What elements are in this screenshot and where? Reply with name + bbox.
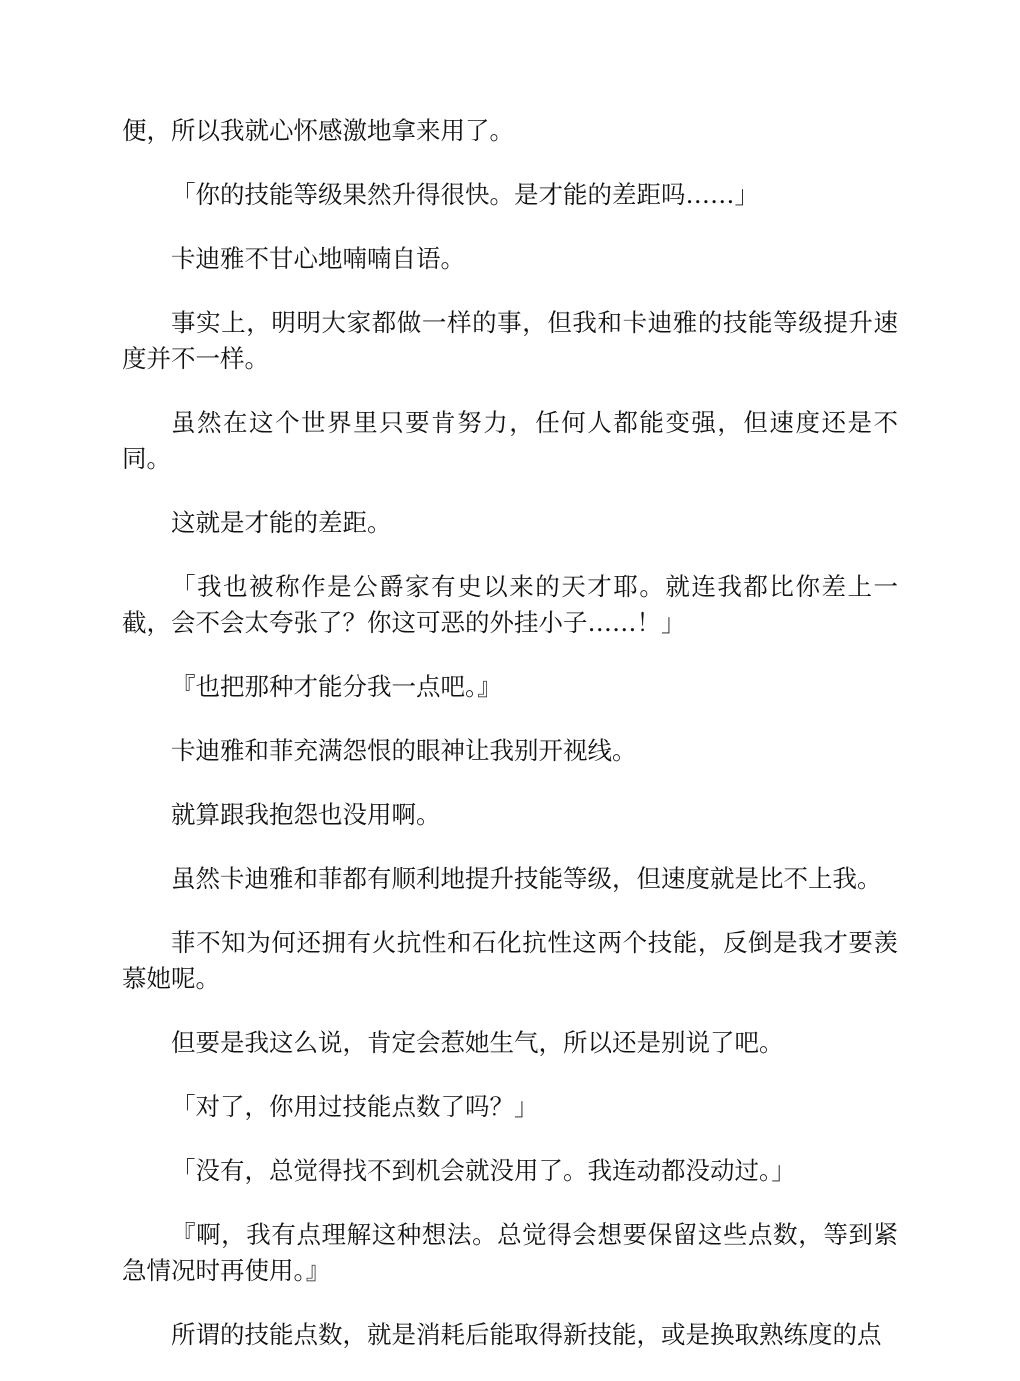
paragraph: 卡迪雅不甘心地喃喃自语。 [171, 244, 465, 273]
paragraph: 『也把那种才能分我一点吧。』 [171, 672, 502, 701]
paragraph: 「对了，你用过技能点数了吗？」 [171, 1092, 539, 1121]
paragraph: 卡迪雅和菲充满怨恨的眼神让我别开视线。 [171, 736, 637, 765]
paragraph: 菲不知为何还拥有火抗性和石化抗性这两个技能，反倒是我才要羡慕她呢。 [122, 928, 898, 993]
paragraph: 「没有，总觉得找不到机会就没用了。我连动都没动过。」 [171, 1156, 796, 1185]
paragraph: 但要是我这么说，肯定会惹她生气，所以还是别说了吧。 [171, 1028, 784, 1057]
body-text [122, 113, 898, 1381]
paragraph: 就算跟我抱怨也没用啊。 [171, 800, 441, 829]
paragraph: 『啊，我有点理解这种想法。总觉得会想要保留这些点数，等到紧急情况时再使用。』 [122, 1220, 898, 1285]
paragraph: 虽然在这个世界里只要肯努力，任何人都能变强，但速度还是不同。 [122, 408, 898, 473]
paragraph: 虽然卡迪雅和菲都有顺利地提升技能等级，但速度就是比不上我。 [171, 864, 882, 893]
paragraph: 「我也被称作是公爵家有史以来的天才耶。就连我都比你差上一截，会不会太夸张了？你这可恶的外挂小子……！」 [122, 572, 898, 637]
paragraph: 「你的技能等级果然升得很快。是才能的差距吗……」 [171, 180, 759, 209]
paragraph: 事实上，明明大家都做一样的事，但我和卡迪雅的技能等级提升速度并不一样。 [122, 308, 898, 373]
paragraph: 便，所以我就心怀感激地拿来用了。 [122, 116, 514, 145]
paragraph: 所谓的技能点数，就是消耗后能取得新技能，或是换取熟练度的点 [171, 1320, 882, 1349]
paragraph: 这就是才能的差距。 [171, 508, 392, 537]
